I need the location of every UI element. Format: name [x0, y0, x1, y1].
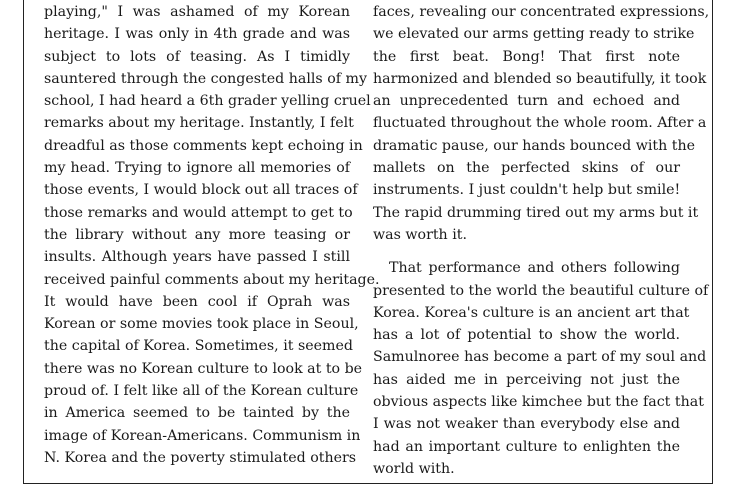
text-line: harmonized and blended so beautifully, it took — [373, 70, 707, 87]
text-line: in America seemed to be tainted by the — [44, 405, 350, 422]
text-line: Samulnoree has become a part of my soul and — [373, 349, 707, 366]
text-line: obvious aspects like kimchee but the fact that — [373, 394, 704, 411]
text-line: insults. Although years have passed I still — [44, 249, 350, 266]
text-line: had an important culture to enlighten the — [373, 438, 680, 455]
text-line: has aided me in perceiving not just the — [373, 371, 680, 388]
text-line: heritage. I was only in 4th grade and was — [44, 26, 350, 43]
text-line: proud of. I felt like all of the Korean culture — [44, 383, 359, 400]
text-line: fluctuated throughout the whole room. After a — [373, 115, 707, 132]
text-line: my head. Trying to ignore all memories of — [44, 160, 350, 177]
text-line: the first beat. Bong! That first note — [373, 48, 680, 65]
text-line: image of Korean-Americans. Communism in — [44, 427, 361, 444]
text-line: there was no Korean culture to look at to be — [44, 360, 363, 377]
text-line: world with. — [373, 460, 455, 477]
text-line: dreadful as those comments kept echoing in — [44, 137, 363, 154]
text-line: subject to lots of teasing. As I timidly — [44, 48, 350, 65]
text-line: mallets on the perfected skins of our — [373, 160, 680, 177]
text-line: the capital of Korea. Sometimes, it seemed — [44, 338, 353, 355]
text-line: was worth it. — [373, 226, 467, 243]
text-line: dramatic pause, our hands bounced with the — [373, 137, 695, 154]
text-line: I was not weaker than everybody else and — [373, 416, 680, 433]
text-line: received painful comments about my heritage. — [44, 271, 380, 288]
text-line: those events, I would block out all traces of — [44, 182, 358, 199]
text-line: we elevated our arms getting ready to strike — [373, 26, 695, 43]
text-line: playing," I was ashamed of my Korean — [44, 4, 350, 20]
text-line: N. Korea and the poverty stimulated others — [44, 449, 357, 466]
text-line: The rapid drumming tired out my arms but it — [373, 204, 699, 221]
text-line: faces, revealing our concentrated expressions, — [373, 4, 710, 20]
text-line: That performance and others following — [389, 260, 680, 277]
left-text-column — [44, 1, 380, 469]
text-line: an unprecedented turn and echoed and — [373, 93, 680, 110]
text-line: school, I had heard a 6th grader yelling cruel — [44, 93, 371, 110]
text-line: those remarks and would attempt to get to — [44, 204, 353, 221]
text-line: instruments. I just couldn't help but smile! — [373, 182, 681, 199]
text-line: Korea. Korea's culture is an ancient art that — [373, 304, 690, 321]
paragraph-gap — [373, 246, 680, 257]
text-line: It would have been cool if Oprah was — [44, 293, 350, 310]
text-line: sauntered through the congested halls of my — [44, 70, 367, 87]
text-line: the library without any more teasing or — [44, 226, 350, 243]
text-line: remarks about my heritage. Instantly, I felt — [44, 115, 354, 132]
text-line: presented to the world the beautiful culture of — [373, 282, 709, 299]
right-text-column — [373, 1, 710, 480]
text-line: Korean or some movies took place in Seoul, — [44, 316, 359, 333]
text-line: has a lot of potential to show the world. — [373, 327, 680, 344]
